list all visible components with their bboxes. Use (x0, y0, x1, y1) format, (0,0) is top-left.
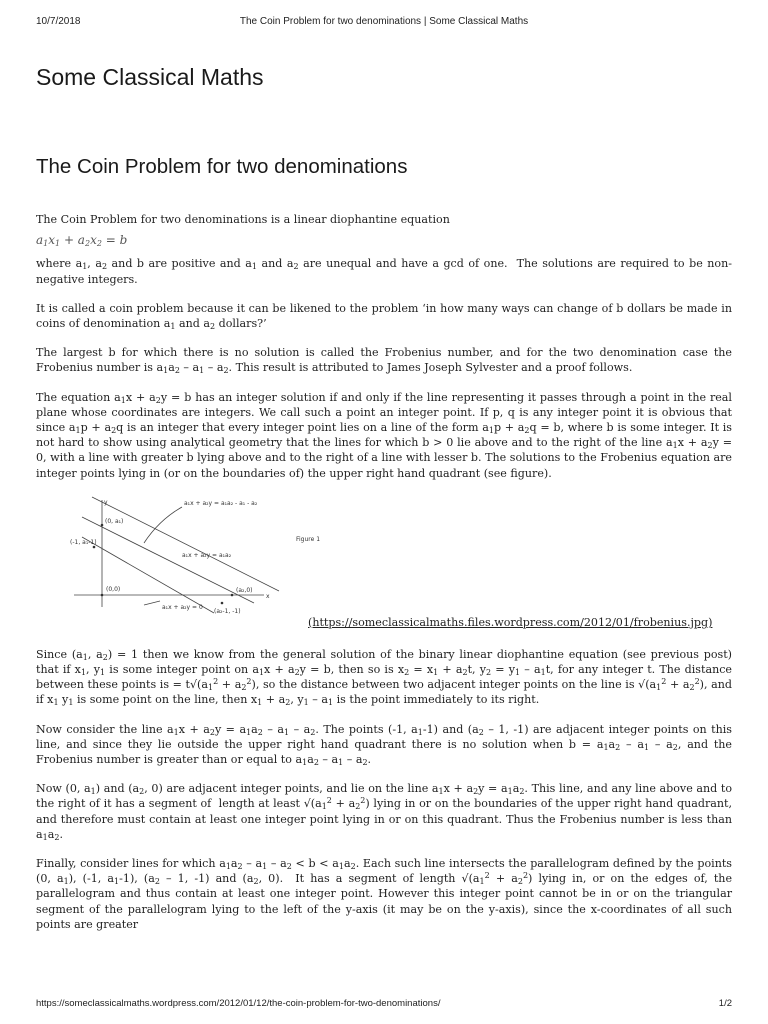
paragraph: Finally, consider lines for which $a_1a_2 - a_1 - a_2 < b < a_1a_2$. Each such line intersects the parallelogram defined by the points (0, $a_1$), (-1, $a_1-1$), ($a_2 - 1$, -1) and ($a_2$, 0). It has a segment of length $√(a_1^2 + a_2^2)$ lying in, or on the edges of, the parallelogram and thus contain at least one integer point. However this integer point cannot be in or on the triangular segment of the parallelogram lying to the left of the y-axis (it may be on the y-axis), since the x-coordinates of all such points are greater (36, 857, 733, 931)
label-point-0-a1: (0, a₁) (105, 517, 124, 525)
paragraph: Now (0, $a_1$) and ($a_2$, 0) are adjacent integer points, and lie on the line $a_1x + a_2y = a_1a_2$. This line, and any line above and to the right of it has a segment of length at least $√(a_1^2 + a_2^2)$ lying in or on the boundaries of the upper right hand quadrant, and therefore must contain at least one integer point lying in or on this quadrant. Thus the Frobenius number is less than $a_1a_2$. (36, 782, 733, 842)
label-a1a2-line: a₁x + a₂y = a₁a₂ (182, 551, 232, 559)
paragraph: where $a_1$, $a_2$ and b are positive and $a_1$ and $a_2$ are unequal and have a gcd of one. The solutions are required to be non-negative integers. (36, 257, 733, 286)
footer-url: https://someclassicalmaths.wordpress.com/2012/01/12/the-coin-problem-for-two-denominations/ (36, 998, 441, 1009)
paragraph: The equation $a_1x + a_2y = b$ has an integer solution if and only if the line representing it passes through a point in the real plane whose coordinates are integers. We call such a point an integer point. If p, q is any integer point it is obvious that since $a_1p + a_2q$ is an integer that every integer point lies on a line of the form $a_1p + a_2q = b$, where b is some integer. It is not hard to show using analytical geometry that the lines for which b > 0 lie above and to the right of the line $a_1x + a_2y = 0$, with a line with greater b lying above and to the right of a line with lesser b. The solutions to the Frobenius equation are integer points lying in (or on the boundaries of) the upper right hand quadrant (see figure). (36, 390, 733, 480)
label-point-a2-minus1: (a₂-1, -1) (214, 607, 241, 615)
label-zero-line: a₁x + a₂y = 0 (162, 603, 203, 611)
paragraph: It is called a coin problem because it can be likened to the problem ‘in how many ways can change of b dollars be made in coins of denomination $a_1$ and $a_2$ dollars?’ (36, 301, 732, 332)
post-title[interactable]: The Coin Problem for two denominations (36, 155, 408, 178)
paragraph: Now consider the line $a_1x + a_2y = a_1a_2 - a_1 - a_2$. The points (-1, $a_1-1$) and ($a_2 - 1$, -1) are adjacent integer points on this line, and since they lie outside the upper right hand quadrant there is no solution when $b = a_1a_2 - a_1 - a_2$, and the Frobenius number is greater than or equal to $a_1a_2 - a_1 - a_2$. (36, 722, 733, 768)
paragraph: The largest b for which there is no solution is called the Frobenius number, and for the two denomination case the Frobenius number is $a_1a_2 - a_1 - a_2$. This result is attributed to James Joseph Sylvester and a proof follows. (36, 346, 732, 376)
figure-link[interactable]: (https://someclassicalmaths.files.wordpress.com/2012/01/frobenius.jpg) (308, 615, 713, 629)
print-date: 10/7/2018 (36, 16, 81, 27)
paragraph: Since ($a_1$, $a_2) = 1$ then we know from the general solution of the binary linear diophantine equation (see previous post) that if $x_1$, $y_1$ is some integer point on $a_1x + a_2y = b$, then so is $x_2 = x_1 + a_2t$, $y_2 = y_1 - a_1t$, for any integer t. The distance between these points is = $t√(a_1^2 + a_2^2)$, so the distance between two adjacent integer points on the line is $√(a_1^2 + a_2^2)$, and if $x_1$ $y_1$ is some point on the line, then $x_1 + a_2$, $y_1 - a_1$ is the point immediately to its right. (36, 647, 732, 708)
axis-label-x: x (266, 592, 270, 600)
label-origin: (0,0) (106, 585, 121, 593)
axis-label-y: y (104, 498, 108, 506)
figure-caption: Figure 1 (296, 535, 321, 543)
page-number: 1/2 (718, 998, 732, 1009)
print-page-title: The Coin Problem for two denominations | Some Classical Maths (239, 16, 529, 27)
print-header (36, 16, 732, 30)
label-point-a2-0: (a₂,0) (236, 586, 253, 594)
post-content (36, 212, 732, 946)
equation: $a_1x_1 + a_2x_2 = b$ (36, 233, 128, 249)
print-footer (36, 998, 732, 1010)
label-point-minus1: (-1, a₁-1) (70, 538, 97, 546)
intro-paragraph: The Coin Problem for two denominations is a linear diophantine equation (36, 213, 450, 226)
frobenius-figure[interactable] (64, 495, 334, 620)
label-frobenius-line: a₁x + a₂y = a₁a₂ - a₁ - a₂ (184, 499, 258, 507)
site-title[interactable]: Some Classical Maths (36, 64, 264, 90)
figure-block (36, 495, 732, 635)
